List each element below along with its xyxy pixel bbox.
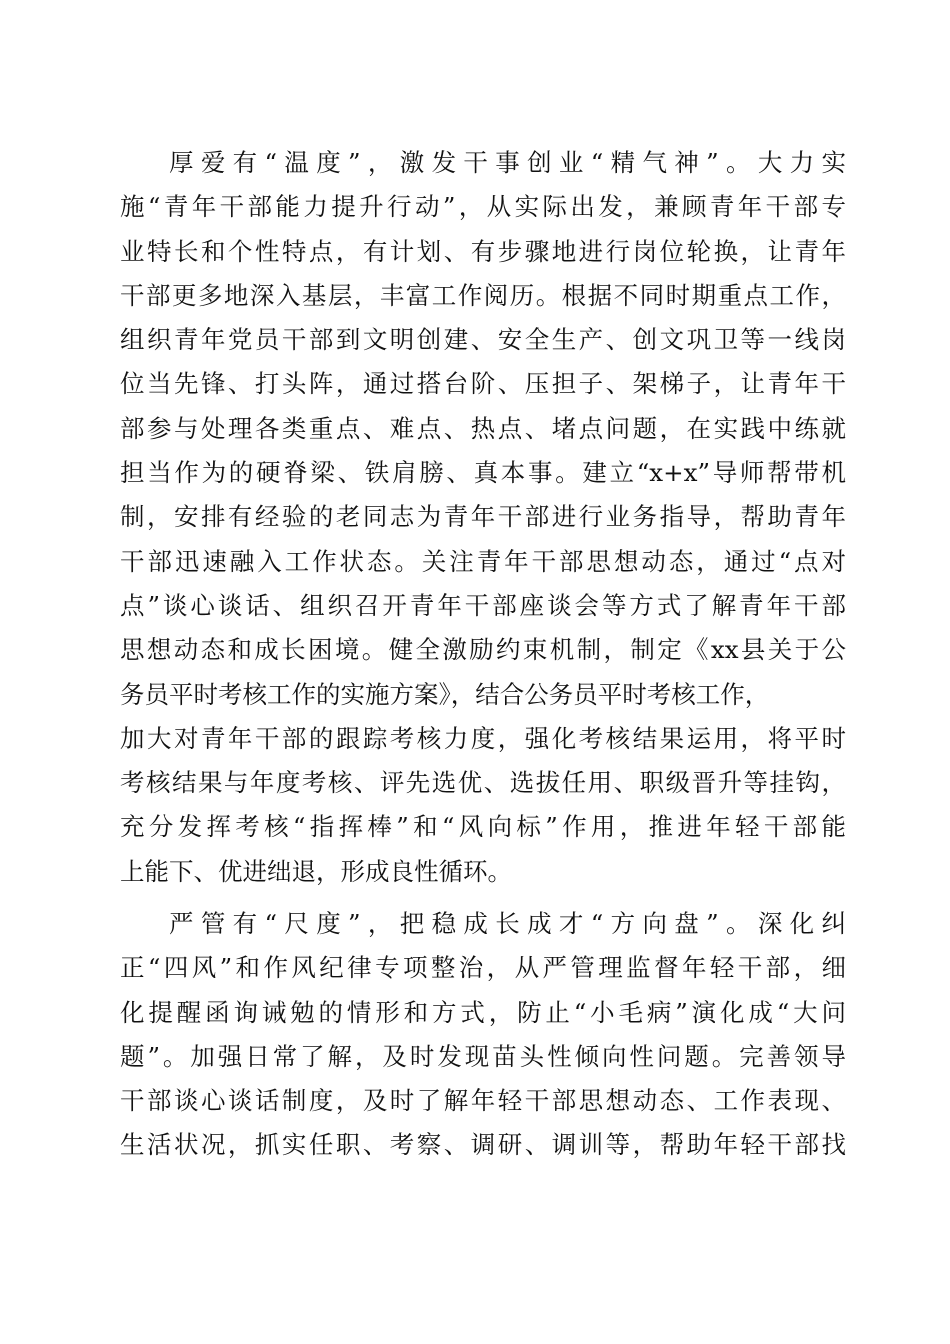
text-line: 业特长和个性特点，有计划、有步骤地进行岗位轮换，让青年 [120,236,846,266]
text-line: 考核结果与年度考核、评先选优、选拔任用、职级晋升等挂钩， [120,768,846,798]
text-line: 干部迅速融入工作状态。关注青年干部思想动态，通过“点对 [120,546,846,576]
text-line: 务员平时考核工作的实施方案》，结合公务员平时考核工作， [120,679,770,709]
text-line: 生活状况，抓实任职、考察、调研、调训等，帮助年轻干部找 [120,1130,846,1160]
text-line: 担当作为的硬脊梁、铁肩膀、真本事。建立“x+x”导师帮带机 [120,458,846,488]
text-line: 点”谈心谈话、组织召开青年干部座谈会等方式了解青年干部 [120,590,846,620]
paragraph-2 [120,902,846,1168]
text-line: 位当先锋、打头阵，通过搭台阶、压担子、架梯子，让青年干 [120,369,846,399]
text-line: 干部更多地深入基层，丰富工作阅历。根据不同时期重点工作， [120,280,846,310]
text-line: 组织青年党员干部到文明创建、安全生产、创文巩卫等一线岗 [120,325,846,355]
text-line: 思想动态和成长困境。健全激励约束机制，制定《xx县关于公 [120,635,846,665]
text-line: 部参与处理各类重点、难点、热点、堵点问题，在实践中练就 [120,413,846,443]
text-line: 干部谈心谈话制度，及时了解年轻干部思想动态、工作表现、 [120,1086,846,1116]
text-line: 充分发挥考核“指挥棒”和“风向标”作用，推进年轻干部能 [120,812,846,842]
text-line: 厚爱有“温度”，激发干事创业“精气神”。大力实 [169,148,846,177]
text-line: 加大对青年干部的跟踪考核力度，强化考核结果运用，将平时 [120,723,846,753]
text-line: 施“青年干部能力提升行动”，从实际出发，兼顾青年干部专 [120,192,846,222]
text-line: 化提醒函询诫勉的情形和方式，防止“小毛病”演化成“大问 [120,997,846,1027]
paragraph-1 [120,141,846,894]
text-line: 题”。加强日常了解，及时发现苗头性倾向性问题。完善领导 [120,1041,846,1071]
text-line: 正“四风”和作风纪律专项整治，从严管理监督年轻干部，细 [120,953,846,983]
text-line: 严管有“尺度”，把稳成长成才“方向盘”。深化纠 [169,909,846,938]
text-line: 制，安排有经验的老同志为青年干部进行业务指导，帮助青年 [120,502,846,532]
text-line: 上能下、优进绌退，形成良性循环。 [120,856,512,886]
